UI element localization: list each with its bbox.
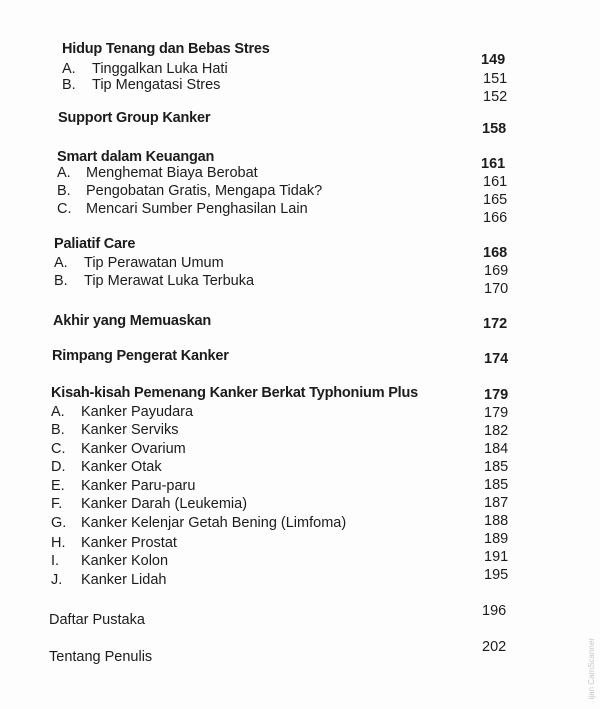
toc-item: Tip Mengatasi Stres <box>92 77 221 93</box>
item-letter: A. <box>54 255 68 271</box>
toc-item: Kanker Paru-paru <box>81 478 196 494</box>
toc-item: Tip Merawat Luka Terbuka <box>84 273 255 289</box>
section-page-number: 168 <box>483 245 508 261</box>
item-page-number: 185 <box>484 477 509 493</box>
item-page-number: 182 <box>484 423 509 439</box>
section-page-number: 161 <box>481 156 506 172</box>
item-page-number: 179 <box>484 405 509 421</box>
item-letter: H. <box>51 535 66 551</box>
toc-item: Kanker Otak <box>81 459 162 475</box>
item-letter: A. <box>57 165 71 181</box>
toc-item: Mencari Sumber Penghasilan Lain <box>86 201 308 217</box>
toc-item: Kanker Lidah <box>81 572 167 588</box>
item-letter: J. <box>51 572 63 588</box>
item-letter: A. <box>62 61 76 77</box>
toc-item: Kanker Serviks <box>81 422 179 438</box>
back-matter-page-number: 196 <box>482 603 507 619</box>
toc-item: Kanker Darah (Leukemia) <box>81 496 248 512</box>
section-title: Support Group Kanker <box>58 110 211 126</box>
toc-item: Kanker Prostat <box>81 535 177 551</box>
back-matter-item: Tentang Penulis <box>49 649 153 665</box>
item-letter: B. <box>54 273 68 289</box>
section-page-number: 172 <box>483 316 508 332</box>
toc-item: Kanker Kelenjar Getah Bening (Limfoma) <box>81 515 347 531</box>
item-page-number: 166 <box>483 210 508 226</box>
toc-item: Kanker Kolon <box>81 553 169 569</box>
section-title: Akhir yang Memuaskan <box>53 313 211 329</box>
section-page-number: 158 <box>482 121 507 137</box>
item-page-number: 184 <box>484 441 509 457</box>
item-page-number: 185 <box>484 459 509 475</box>
item-letter: D. <box>51 459 66 475</box>
item-page-number: 188 <box>484 513 509 529</box>
section-page-number: 179 <box>484 387 509 403</box>
section-title: Paliatif Care <box>54 236 136 252</box>
scanner-watermark: ijan CamScanner <box>587 637 596 699</box>
toc-item: Tip Perawatan Umum <box>84 255 224 271</box>
item-page-number: 165 <box>483 192 508 208</box>
section-title: Smart dalam Keuangan <box>57 149 215 165</box>
item-letter: B. <box>57 183 71 199</box>
back-matter-item: Daftar Pustaka <box>49 612 145 628</box>
item-letter: C. <box>57 201 72 217</box>
toc-item: Kanker Payudara <box>81 404 194 420</box>
toc-item: Tinggalkan Luka Hati <box>92 61 228 77</box>
item-page-number: 191 <box>484 549 509 565</box>
section-title: Hidup Tenang dan Bebas Stres <box>62 41 270 57</box>
item-letter: A. <box>51 404 65 420</box>
item-letter: I. <box>51 553 60 569</box>
toc-item: Kanker Ovarium <box>81 441 186 457</box>
section-page-number: 149 <box>481 52 506 68</box>
item-page-number: 195 <box>484 567 509 583</box>
item-page-number: 170 <box>484 281 509 297</box>
toc-item: Menghemat Biaya Berobat <box>86 165 258 181</box>
item-letter: B. <box>51 422 65 438</box>
item-letter: B. <box>62 77 76 93</box>
item-letter: C. <box>51 441 66 457</box>
section-title: Rimpang Pengerat Kanker <box>52 348 229 364</box>
item-page-number: 161 <box>483 174 508 190</box>
section-page-number: 174 <box>484 351 509 367</box>
item-page-number: 187 <box>484 495 509 511</box>
section-title: Kisah-kisah Pemenang Kanker Berkat Typhonium Plus <box>51 385 419 401</box>
item-letter: F. <box>51 496 63 512</box>
item-page-number: 169 <box>484 263 509 279</box>
item-page-number: 152 <box>483 89 508 105</box>
item-letter: E. <box>51 478 65 494</box>
item-letter: G. <box>51 515 67 531</box>
toc-item: Pengobatan Gratis, Mengapa Tidak? <box>86 183 323 199</box>
item-page-number: 151 <box>483 71 508 87</box>
item-page-number: 189 <box>484 531 509 547</box>
back-matter-page-number: 202 <box>482 639 507 655</box>
